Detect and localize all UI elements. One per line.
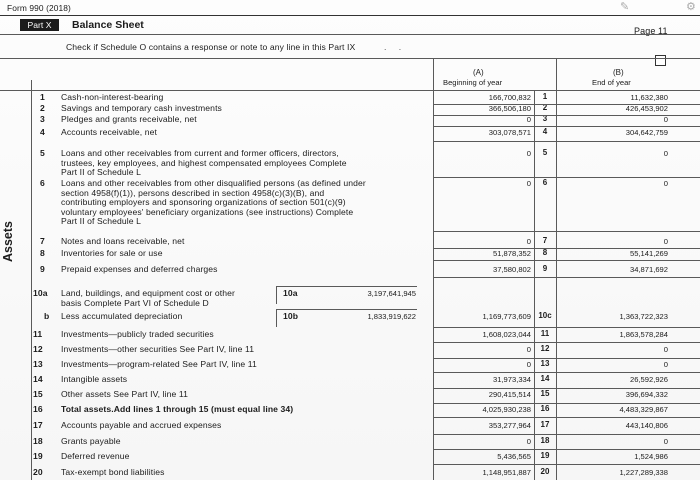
end-of-year-value: 0 xyxy=(663,345,668,354)
row-number: b xyxy=(44,311,50,321)
row-label: contributing employers and sponsoring organizations of section 501(c)(9) xyxy=(61,197,346,207)
row-number: 17 xyxy=(33,420,43,430)
col-b-label: End of year xyxy=(592,78,631,87)
row-number: 20 xyxy=(33,467,43,477)
beginning-of-year-value: 353,277,964 xyxy=(488,421,531,430)
end-of-year-value: 304,642,759 xyxy=(625,128,668,137)
part-label: Part X xyxy=(20,19,59,31)
row-label: Part II of Schedule L xyxy=(61,216,141,226)
row-label: Investments—other securities See Part IV, line 11 xyxy=(61,344,255,354)
row-label: Total assets.Add lines 1 through 15 (must equal line 34) xyxy=(61,404,294,414)
line-number: 5 xyxy=(542,148,548,157)
row-label: section 4958(f)(1)), persons described in section 4958(c)(3)(B), and xyxy=(61,187,325,198)
beginning-of-year-value: 290,415,514 xyxy=(488,390,531,399)
end-of-year-value: 0 xyxy=(663,115,668,124)
row-label: Pledges and grants receivable, net xyxy=(61,114,197,124)
row-label: Notes and loans receivable, net xyxy=(61,236,185,246)
beginning-of-year-value: 0 xyxy=(526,237,531,246)
beginning-of-year-value: 0 xyxy=(526,149,531,158)
end-of-year-value: 26,592,926 xyxy=(629,375,668,384)
line-number: 15 xyxy=(540,389,550,398)
beginning-of-year-value: 0 xyxy=(526,179,531,188)
line-number: 3 xyxy=(542,114,548,123)
line-number: 11 xyxy=(540,329,550,338)
row-label: Accounts receivable, net xyxy=(61,127,158,137)
row-label: trustees, key employees, and highest compensated employees Complete xyxy=(61,157,347,168)
inner-line-value: 3,197,641,945 xyxy=(367,289,416,298)
inner-line-value: 1,833,919,622 xyxy=(367,312,416,321)
row-number: 5 xyxy=(40,148,45,158)
beginning-of-year-value: 0 xyxy=(526,345,531,354)
row-number: 2 xyxy=(40,103,45,113)
row-number: 9 xyxy=(40,264,45,274)
beginning-of-year-value: 51,878,352 xyxy=(492,249,531,258)
end-of-year-value: 34,871,692 xyxy=(629,265,668,274)
line-number: 9 xyxy=(542,264,548,273)
beginning-of-year-value: 366,506,180 xyxy=(488,104,531,113)
line-number: 12 xyxy=(540,344,550,353)
beginning-of-year-value: 31,973,334 xyxy=(492,375,531,384)
page-number: Page 11 xyxy=(634,26,668,36)
line-number: 7 xyxy=(542,236,548,245)
end-of-year-value: 11,632,380 xyxy=(630,93,668,102)
row-label: basis Complete Part VI of Schedule D xyxy=(61,297,209,308)
end-of-year-value: 443,140,806 xyxy=(625,421,668,430)
end-of-year-value: 426,453,902 xyxy=(625,104,668,113)
form-page: ✎ ⚙ Form 990 (2018) Part X Balance Sheet Page 11 Check if Schedule O contains a response or note to any line in this Part IX . . (A) Beginning of year (B) End of year Assets 1 Cash-non-interest-bearing 166,700,832 1 11,632,380 2 Savings and temporary cash investments 366,506,180 2 426,453,902 3 Pledges and grants receivable, net 0 3 0 4 Accounts receivable, net 303,078,571 4 304,642,759 5 Loans and other receivables from current and former officers, directors, trustees, key employees, and highest compensated employees Complete Part II of Schedule L 0 5 0 6 Loans and other receivables from other disqualified persons (as defined under section 4958(f)(1)), persons described in section 4958(c)(3)(B), and contributing employers and sponsoring organizations of section 501(c)(9) voluntary employees' beneficiary organizations (see instructions) Complete Part II of Schedule L 0 6 0 7 Notes and loans receivable, net 0 7 0 8 Inventories for sale or use 51,878,352 8 55,141,269 9 Prepaid expenses and deferred charges 37,580,802 9 34,871,692 10a Land, buildings, and equipment cost or other basis Complete Part VI of Schedule D 10a 3,197,641,945 b Less accumulated depreciation 10b 1,833,919,622 1,169,773,609 10c 1,363,722,323 11 Investments—publicly traded securities 1,608,023,044 11 1,863,578,284 12 Investments—other securities See Part IV, line 11 0 12 0 13 Investments—program-related See Part IV, line 11 0 13 0 14 Intangible assets 31,973,334 14 26,592,926 15 Other assets See Part IV, line 11 290,415,514 15 396,694,332 16 Total assets.Add lines 1 through 15 (must equal line 34) 4,025,930,238 16 4,483,329,867 17 Accounts payable and accrued expenses 353,277,964 17 443,140,806 18 Grants payable 0 18 0 19 Deferred revenue 5,436,565 19 1,524,986 20 Tax-exempt bond liabilities 1,148,951,887 20 1,227,289,338 xyxy=(0,0,700,480)
line-number: 20 xyxy=(540,467,550,476)
assets-side-label: Assets xyxy=(1,221,15,262)
beginning-of-year-value: 5,436,565 xyxy=(497,452,531,461)
row-label: Part II of Schedule L xyxy=(61,167,141,177)
line-number: 16 xyxy=(540,404,550,413)
col-a-letter: (A) xyxy=(473,68,484,77)
beginning-of-year-value: 303,078,571 xyxy=(488,128,531,137)
inner-line-box: 10b xyxy=(283,311,299,321)
end-of-year-value: 1,524,986 xyxy=(634,452,668,461)
beginning-of-year-value: 166,700,832 xyxy=(488,93,531,102)
row-label: Savings and temporary cash investments xyxy=(61,103,222,113)
row-label: Investments—program-related See Part IV, line 11 xyxy=(61,359,257,369)
row-label: Loans and other receivables from current and former officers, directors, xyxy=(61,148,339,158)
form-id: Form 990 (2018) xyxy=(7,3,71,13)
row-label: Inventories for sale or use xyxy=(61,248,163,258)
row-label: voluntary employees' beneficiary organizations (see instructions) Complete xyxy=(61,206,354,217)
line-number: 6 xyxy=(542,178,548,187)
row-number: 12 xyxy=(33,344,43,354)
row-number: 10a xyxy=(33,288,48,298)
section-title: Balance Sheet xyxy=(72,19,144,31)
line-number: 4 xyxy=(542,127,548,136)
beginning-of-year-value: 37,580,802 xyxy=(492,265,531,274)
row-label: Tax-exempt bond liabilities xyxy=(61,467,165,477)
row-label: Intangible assets xyxy=(61,374,128,384)
schedule-o-check-text: Check if Schedule O contains a response or note to any line in this Part IX xyxy=(66,42,356,52)
settings-icon[interactable]: ⚙ xyxy=(686,1,696,13)
schedule-o-checkbox[interactable] xyxy=(655,55,666,66)
line-number: 2 xyxy=(542,103,548,112)
row-number: 14 xyxy=(33,374,43,384)
end-of-year-value: 4,483,329,867 xyxy=(619,405,668,414)
row-label: Accounts payable and accrued expenses xyxy=(61,420,222,430)
end-of-year-value: 1,227,289,338 xyxy=(619,468,668,477)
col-b-letter: (B) xyxy=(613,68,624,77)
row-label: Deferred revenue xyxy=(61,451,130,461)
beginning-of-year-value: 1,169,773,609 xyxy=(482,312,531,321)
beginning-of-year-value: 1,608,023,044 xyxy=(482,330,531,339)
end-of-year-value: 0 xyxy=(663,360,668,369)
row-number: 7 xyxy=(40,236,45,246)
row-label: Land, buildings, and equipment cost or other xyxy=(61,288,236,298)
row-number: 18 xyxy=(33,436,43,446)
row-label: Cash-non-interest-bearing xyxy=(61,92,164,102)
beginning-of-year-value: 4,025,930,238 xyxy=(482,405,531,414)
row-label: Investments—publicly traded securities xyxy=(61,329,214,339)
end-of-year-value: 55,141,269 xyxy=(629,249,668,258)
row-number: 19 xyxy=(33,451,43,461)
line-number: 10c xyxy=(538,311,552,320)
row-number: 15 xyxy=(33,389,43,399)
line-number: 1 xyxy=(542,92,548,101)
end-of-year-value: 0 xyxy=(663,179,668,188)
beginning-of-year-value: 0 xyxy=(526,360,531,369)
end-of-year-value: 0 xyxy=(663,149,668,158)
beginning-of-year-value: 0 xyxy=(526,115,531,124)
end-of-year-value: 0 xyxy=(663,237,668,246)
row-number: 8 xyxy=(40,248,45,258)
row-label: Loans and other receivables from other disqualified persons (as defined under xyxy=(61,178,366,188)
end-of-year-value: 0 xyxy=(663,437,668,446)
line-number: 13 xyxy=(540,359,550,368)
line-number: 14 xyxy=(540,374,550,383)
inner-line-box: 10a xyxy=(283,288,298,298)
beginning-of-year-value: 1,148,951,887 xyxy=(482,468,531,477)
row-number: 4 xyxy=(40,127,45,137)
pen-icon[interactable]: ✎ xyxy=(620,1,630,13)
end-of-year-value: 1,363,722,323 xyxy=(619,312,668,321)
row-label: Other assets See Part IV, line 11 xyxy=(61,389,189,399)
beginning-of-year-value: 0 xyxy=(526,437,531,446)
row-label: Less accumulated depreciation xyxy=(61,311,183,321)
col-a-label: Beginning of year xyxy=(443,78,503,87)
end-of-year-value: 1,863,578,284 xyxy=(619,330,668,339)
line-number: 19 xyxy=(540,451,550,460)
row-number: 1 xyxy=(40,92,45,102)
row-label: Prepaid expenses and deferred charges xyxy=(61,264,218,274)
row-number: 3 xyxy=(40,114,45,124)
row-number: 13 xyxy=(33,359,43,369)
row-number: 16 xyxy=(33,404,43,414)
line-number: 8 xyxy=(542,248,548,257)
line-number: 18 xyxy=(540,436,550,445)
end-of-year-value: 396,694,332 xyxy=(625,390,668,399)
row-number: 11 xyxy=(33,329,43,339)
row-label: Grants payable xyxy=(61,436,121,446)
line-number: 17 xyxy=(540,420,550,429)
row-number: 6 xyxy=(40,178,45,188)
